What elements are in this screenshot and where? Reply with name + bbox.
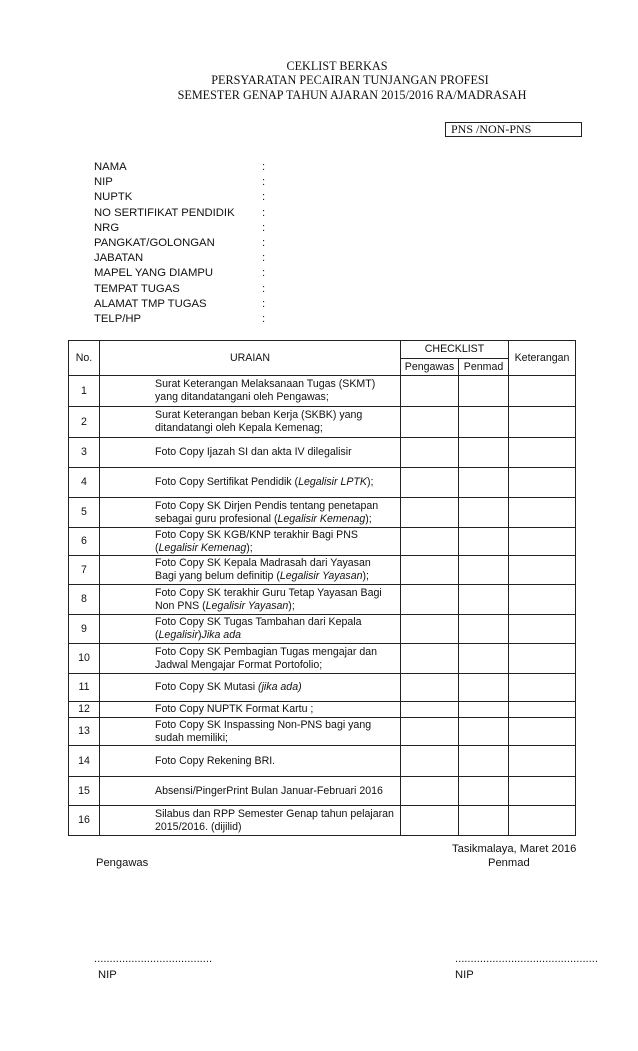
row-number: 15	[69, 777, 100, 806]
table-row	[69, 674, 576, 702]
description-italic: Jika ada	[201, 629, 241, 641]
table-row	[69, 718, 576, 746]
row-number: 5	[69, 498, 100, 528]
description-text: Silabus dan RPP Semester Genap tahun pelajaran 2015/2016. (dijilid)	[155, 807, 394, 833]
row-description	[100, 585, 401, 615]
table-row	[69, 585, 576, 615]
penmad-check-cell	[459, 585, 509, 615]
keterangan-cell	[509, 806, 576, 836]
description-italic: Legalisir LPTK	[298, 476, 367, 488]
penmad-check-cell	[459, 556, 509, 585]
description-text: Foto Copy NUPTK Format Kartu ;	[155, 703, 314, 715]
description-text: Foto Copy Ijazah SI dan akta IV dilegalisir	[155, 446, 352, 458]
table-row	[69, 468, 576, 498]
description-text: );	[288, 599, 295, 612]
penmad-check-cell	[459, 806, 509, 836]
identity-colon: :	[262, 282, 266, 295]
identity-colon: :	[262, 267, 266, 280]
description-italic: Legalisir	[158, 629, 198, 641]
identity-label: TEMPAT TUGAS	[94, 282, 180, 295]
identity-label: NAMA	[94, 161, 127, 173]
identity-colon: :	[262, 161, 266, 173]
identity-row	[94, 297, 294, 312]
header-subtitle: PERSYARATAN PECAIRAN TUNJANGAN PROFESI	[211, 73, 489, 88]
identity-colon: :	[262, 206, 266, 219]
identity-row	[94, 282, 294, 297]
pengawas-check-cell	[401, 468, 459, 498]
description-italic: Legalisir Yayasan	[279, 570, 363, 582]
table-row	[69, 407, 576, 438]
penmad-check-cell	[459, 644, 509, 674]
row-number: 12	[69, 702, 100, 718]
table-row	[69, 746, 576, 777]
table-row	[69, 498, 576, 528]
col-header-checklist: CHECKLIST	[401, 341, 509, 359]
identity-label: PANGKAT/GOLONGAN	[94, 236, 215, 249]
pengawas-check-cell	[401, 556, 459, 585]
keterangan-cell	[509, 702, 576, 718]
col-header-penmad: Penmad	[459, 359, 509, 376]
row-description	[100, 777, 401, 806]
identity-colon: :	[262, 297, 266, 310]
row-number: 6	[69, 528, 100, 556]
table-row	[69, 528, 576, 556]
penmad-check-cell	[459, 615, 509, 644]
signature-right-line: ..............................................	[455, 953, 598, 965]
row-number: 1	[69, 376, 100, 407]
table-row	[69, 556, 576, 585]
signature-left-nip: NIP	[98, 969, 117, 981]
description-text: Foto Copy SK Dirjen Pendis tentang penetapan sebagai guru profesional (	[155, 499, 379, 525]
pengawas-check-cell	[401, 376, 459, 407]
row-number: 8	[69, 585, 100, 615]
identity-row	[94, 251, 294, 266]
description-italic: Legalisir Yayasan	[205, 599, 289, 612]
description-text: Foto Copy SK KGB/KNP terakhir Bagi PNS (	[155, 528, 358, 554]
description-text: Foto Copy SK Pembagian Tugas mengajar dan Jadwal Mengajar Format Portofolio;	[155, 645, 378, 671]
signature-left-line: ......................................	[94, 953, 213, 965]
row-description	[100, 556, 401, 585]
col-header-pengawas: Pengawas	[401, 359, 459, 376]
signature-right-title: Penmad	[488, 857, 530, 869]
row-description	[100, 407, 401, 438]
description-text: );	[365, 512, 372, 525]
identity-label: NIP	[94, 176, 113, 189]
description-italic: Legalisir Kemenag	[158, 541, 247, 554]
row-number: 3	[69, 438, 100, 468]
identity-colon: :	[262, 176, 266, 189]
row-number: 7	[69, 556, 100, 585]
row-number: 13	[69, 718, 100, 746]
pengawas-check-cell	[401, 407, 459, 438]
row-number: 14	[69, 746, 100, 777]
table-row	[69, 438, 576, 468]
identity-label: JABATAN	[94, 252, 144, 265]
penmad-check-cell	[459, 746, 509, 777]
description-text: Foto Copy Sertifikat Pendidik (	[155, 476, 299, 488]
description-text: Absensi/PingerPrint Bulan Januar-Februari 2016	[155, 784, 383, 797]
row-number: 2	[69, 407, 100, 438]
identity-colon: :	[262, 236, 266, 249]
identity-colon: :	[262, 191, 266, 204]
table-row	[69, 777, 576, 806]
identity-label: NRG	[94, 221, 120, 234]
checklist-body	[69, 376, 576, 836]
keterangan-cell	[509, 407, 576, 438]
identity-colon: :	[262, 252, 266, 265]
description-text: );	[366, 476, 374, 488]
description-text: );	[246, 541, 253, 554]
row-number: 16	[69, 806, 100, 836]
identity-row	[94, 190, 294, 205]
table-row	[69, 702, 576, 718]
penmad-check-cell	[459, 438, 509, 468]
row-description	[100, 674, 401, 702]
description-text: Surat Keterangan beban Kerja (SKBK) yang ditandatangi oleh Kepala Kemenag;	[155, 409, 363, 434]
row-description	[100, 438, 401, 468]
identity-label: TELP/HP	[94, 312, 142, 325]
identity-label: MAPEL YANG DIAMPU	[94, 267, 214, 280]
keterangan-cell	[509, 644, 576, 674]
pengawas-check-cell	[401, 777, 459, 806]
keterangan-cell	[509, 615, 576, 644]
penmad-check-cell	[459, 718, 509, 746]
col-header-keterangan: Keterangan	[509, 341, 576, 376]
pengawas-check-cell	[401, 702, 459, 718]
pengawas-check-cell	[401, 718, 459, 746]
description-italic: Legalisir Kemenag	[277, 512, 366, 525]
keterangan-cell	[509, 746, 576, 777]
row-description	[100, 468, 401, 498]
keterangan-cell	[509, 468, 576, 498]
description-text: );	[362, 570, 369, 582]
description-text: Foto Copy SK Mutasi	[155, 681, 259, 693]
keterangan-cell	[509, 556, 576, 585]
col-header-uraian: URAIAN	[100, 341, 401, 376]
row-description	[100, 746, 401, 777]
penmad-check-cell	[459, 498, 509, 528]
signature-left-title: Pengawas	[96, 857, 149, 869]
employment-status-box: PNS /NON-PNS	[445, 122, 582, 137]
identity-row	[94, 221, 294, 236]
penmad-check-cell	[459, 376, 509, 407]
keterangan-cell	[509, 585, 576, 615]
identity-row	[94, 175, 294, 190]
header-title: CEKLIST BERKAS	[286, 59, 388, 73]
identity-row	[94, 206, 294, 221]
row-number: 10	[69, 644, 100, 674]
description-text: Surat Keterangan Melaksanaan Tugas (SKMT) yang ditandatangani oleh Pengawas;	[155, 378, 376, 403]
pengawas-check-cell	[401, 438, 459, 468]
row-description	[100, 702, 401, 718]
table-row	[69, 644, 576, 674]
description-text: Foto Copy SK terakhir Guru Tetap Yayasan Bagi Non PNS (	[155, 586, 382, 612]
checklist-table	[68, 340, 576, 836]
identity-row	[94, 312, 294, 327]
identity-label: NO SERTIFIKAT PENDIDIK	[94, 206, 235, 219]
penmad-check-cell	[459, 674, 509, 702]
pengawas-check-cell	[401, 498, 459, 528]
description-text: )	[197, 629, 202, 641]
keterangan-cell	[509, 777, 576, 806]
identity-row	[94, 266, 294, 281]
identity-fields	[94, 160, 294, 327]
pengawas-check-cell	[401, 615, 459, 644]
pengawas-check-cell	[401, 644, 459, 674]
row-description	[100, 498, 401, 528]
identity-row	[94, 160, 294, 175]
row-description	[100, 644, 401, 674]
table-row	[69, 376, 576, 407]
pengawas-check-cell	[401, 674, 459, 702]
identity-colon: :	[262, 221, 266, 234]
keterangan-cell	[509, 376, 576, 407]
penmad-check-cell	[459, 407, 509, 438]
table-row	[69, 806, 576, 836]
identity-colon: :	[262, 312, 266, 325]
table-row	[69, 615, 576, 644]
penmad-check-cell	[459, 528, 509, 556]
row-number: 11	[69, 674, 100, 702]
signature-place-date: Tasikmalaya, Maret 2016	[452, 843, 577, 855]
keterangan-cell	[509, 718, 576, 746]
identity-label: ALAMAT TMP TUGAS	[94, 297, 207, 310]
row-number: 4	[69, 468, 100, 498]
keterangan-cell	[509, 498, 576, 528]
identity-row	[94, 236, 294, 251]
document-header	[0, 59, 638, 102]
signature-right-nip: NIP	[455, 969, 474, 981]
description-text: Foto Copy Rekening BRI.	[155, 754, 276, 767]
description-text: Foto Copy SK Tugas Tambahan dari Kepala (	[155, 616, 362, 641]
row-description	[100, 718, 401, 746]
description-italic: (jika ada)	[258, 681, 302, 693]
col-header-no: No.	[69, 341, 100, 376]
penmad-check-cell	[459, 468, 509, 498]
penmad-check-cell	[459, 702, 509, 718]
header-semester: SEMESTER GENAP TAHUN AJARAN 2015/2016 RA/MADRASAH	[177, 87, 527, 102]
identity-label: NUPTK	[94, 191, 133, 204]
description-text: Foto Copy SK Kepala Madrasah dari Yayasan Bagi yang belum definitip (	[155, 557, 371, 582]
description-text: Foto Copy SK Inspassing Non-PNS bagi yang sudah memiliki;	[155, 718, 372, 744]
keterangan-cell	[509, 528, 576, 556]
row-description	[100, 528, 401, 556]
pengawas-check-cell	[401, 585, 459, 615]
pengawas-check-cell	[401, 528, 459, 556]
penmad-check-cell	[459, 777, 509, 806]
keterangan-cell	[509, 438, 576, 468]
pengawas-check-cell	[401, 746, 459, 777]
row-description	[100, 615, 401, 644]
pengawas-check-cell	[401, 806, 459, 836]
keterangan-cell	[509, 674, 576, 702]
row-description	[100, 806, 401, 836]
row-description	[100, 376, 401, 407]
row-number: 9	[69, 615, 100, 644]
